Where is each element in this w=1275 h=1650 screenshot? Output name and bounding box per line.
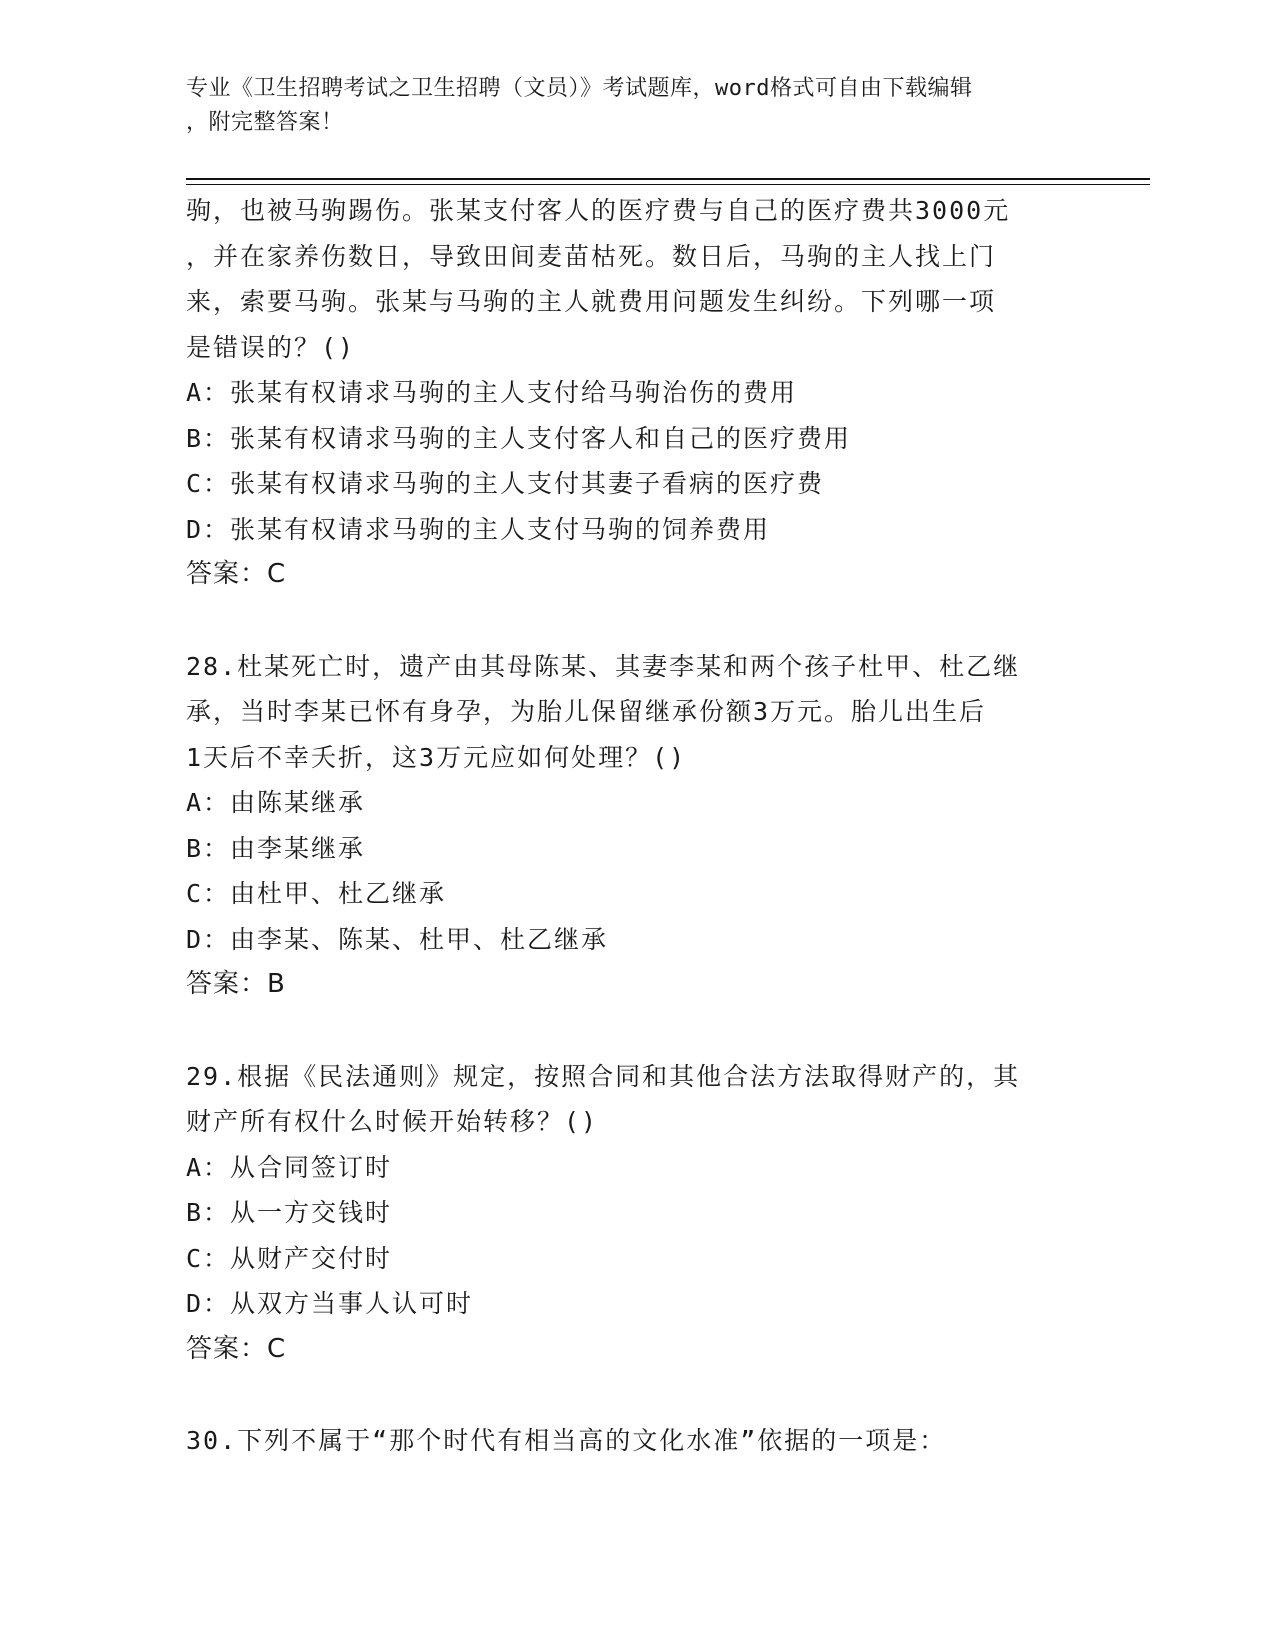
option-b: B：张某有权请求马驹的主人支付客人和自己的医疗费用 xyxy=(186,423,852,453)
header-rule-thick xyxy=(186,178,1150,180)
option-c: C：由杜甲、杜乙继承 xyxy=(186,879,447,908)
question-30 xyxy=(186,1418,1086,1464)
option-d: D：从双方当事人认可时 xyxy=(186,1289,474,1318)
page-header xyxy=(186,72,1066,140)
option-b: B：由李某继承 xyxy=(186,833,366,863)
question-text-line: ，并在家养伤数日，导致田间麦苗枯死。数日后，马驹的主人找上门 xyxy=(186,241,997,271)
spacer xyxy=(186,1372,1086,1418)
question-text-line: 财产所有权什么时候开始转移？() xyxy=(186,1107,599,1136)
option-a: A：张某有权请求马驹的主人支付给马驹治伤的费用 xyxy=(186,378,798,407)
option-c: C：张某有权请求马驹的主人支付其妻子看病的医疗费 xyxy=(186,469,825,498)
option-c: C：从财产交付时 xyxy=(186,1243,393,1273)
question-29 xyxy=(186,1054,1086,1373)
option-a: A：从合同签订时 xyxy=(186,1152,393,1182)
question-text-line: 来，索要马驹。张某与马驹的主人就费用问题发生纠纷。下列哪一项 xyxy=(186,287,997,316)
header-line-1: 专业《卫生招聘考试之卫生招聘（文员）》考试题库，word格式可自由下载编辑 xyxy=(186,76,973,101)
spacer xyxy=(186,1008,1086,1054)
question-text-line: 是错误的？() xyxy=(186,332,356,362)
question-text-line: 28.杜某死亡时，遗产由其母陈某、其妻李某和两个孩子杜甲、杜乙继 xyxy=(186,651,1021,681)
header-line-2: ，附完整答案！ xyxy=(186,110,344,135)
option-b: B：从一方交钱时 xyxy=(186,1198,393,1227)
spacer xyxy=(186,598,1086,644)
answer: 答案：C xyxy=(186,1333,287,1364)
option-d: D：由李某、陈某、杜甲、杜乙继承 xyxy=(186,924,609,954)
header-rule-thin xyxy=(186,184,1150,185)
answer: 答案：C xyxy=(186,559,287,589)
option-d: D：张某有权请求马驹的主人支付马驹的饲养费用 xyxy=(186,514,771,544)
question-27 xyxy=(186,188,1086,598)
question-text-line: 30.下列不属于“那个时代有相当高的文化水准”依据的一项是： xyxy=(186,1426,947,1455)
question-text-line: 承，当时李某已怀有身孕，为胎儿保留继承份额3万元。胎儿出生后 xyxy=(186,697,987,726)
question-28 xyxy=(186,644,1086,1008)
answer: 答案：B xyxy=(186,969,286,999)
question-text-line: 驹，也被马驹踢伤。张某支付客人的医疗费与自己的医疗费共3000元 xyxy=(186,196,1011,225)
question-text-line: 29.根据《民法通则》规定，按照合同和其他合法方法取得财产的，其 xyxy=(186,1061,1021,1091)
question-text-line: 1天后不幸夭折，这3万元应如何处理？() xyxy=(186,742,687,772)
question-content xyxy=(186,188,1086,1464)
option-a: A：由陈某继承 xyxy=(186,788,366,817)
